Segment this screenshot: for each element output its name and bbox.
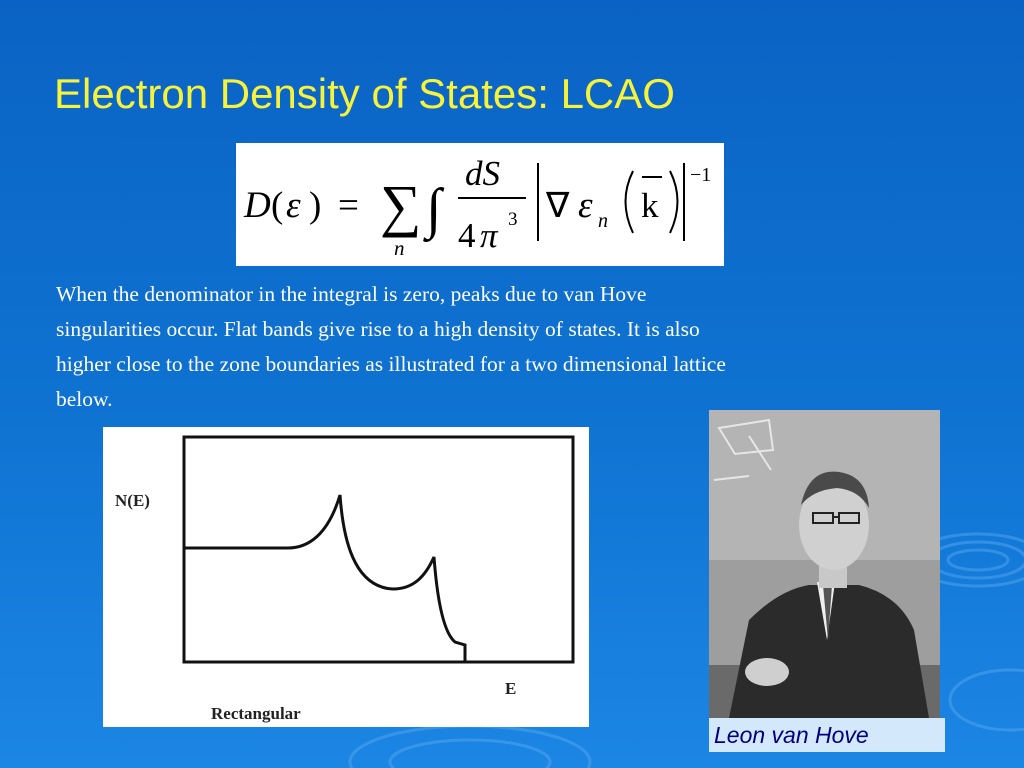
formula-lhs-open-paren: ( [271,185,284,226]
dos-y-axis-label: N(E) [115,491,150,510]
paragraph-line: below. [56,387,113,411]
dos-plot [103,427,589,727]
slide-title: Electron Density of States: LCAO [54,70,675,117]
formula-equals: = [338,185,359,226]
formula-sum-symbol: ∑ [380,173,422,238]
paragraph-line: singularities occur. Flat bands give rise to a high density of states. It is also [56,317,700,341]
portrait-image [709,410,940,718]
formula-denominator-coef: 4 [458,216,476,255]
dos-figure [103,427,589,727]
dos-x-axis-label: E [505,679,517,698]
formula-box [236,143,724,266]
formula-denominator-pi: π [480,216,498,255]
formula-k-vector: k [641,186,659,225]
formula-equation [236,143,724,266]
formula-epsilon: ε [578,185,593,226]
formula-denominator-exp: 3 [508,209,518,230]
explanation-paragraph [56,277,956,417]
formula-integral-symbol: ∫ [426,178,442,240]
formula-epsilon-subscript: n [598,210,608,232]
formula-lhs-symbol: D [244,185,271,226]
formula-exponent: −1 [690,164,712,186]
formula-nabla: ∇ [546,186,570,225]
formula-k-close-paren [670,171,678,233]
paragraph-line: When the denominator in the integral is zero, peaks due to van Hove [56,282,647,306]
formula-numerator: dS [465,154,500,193]
dos-figure-caption: Rectangular [211,704,301,723]
photo-caption: Leon van Hove [714,722,869,748]
formula-lhs-arg: ε [286,185,301,226]
photo-caption-box [709,718,945,752]
leon-van-hove-photo [709,410,940,718]
formula-k-open-paren [626,171,634,233]
formula-lhs-close-paren: ) [309,185,322,226]
formula-sum-index: n [394,236,405,260]
dos-curve [184,495,465,662]
paragraph-line: higher close to the zone boundaries as illustrated for a two dimensional lattice [56,352,726,376]
